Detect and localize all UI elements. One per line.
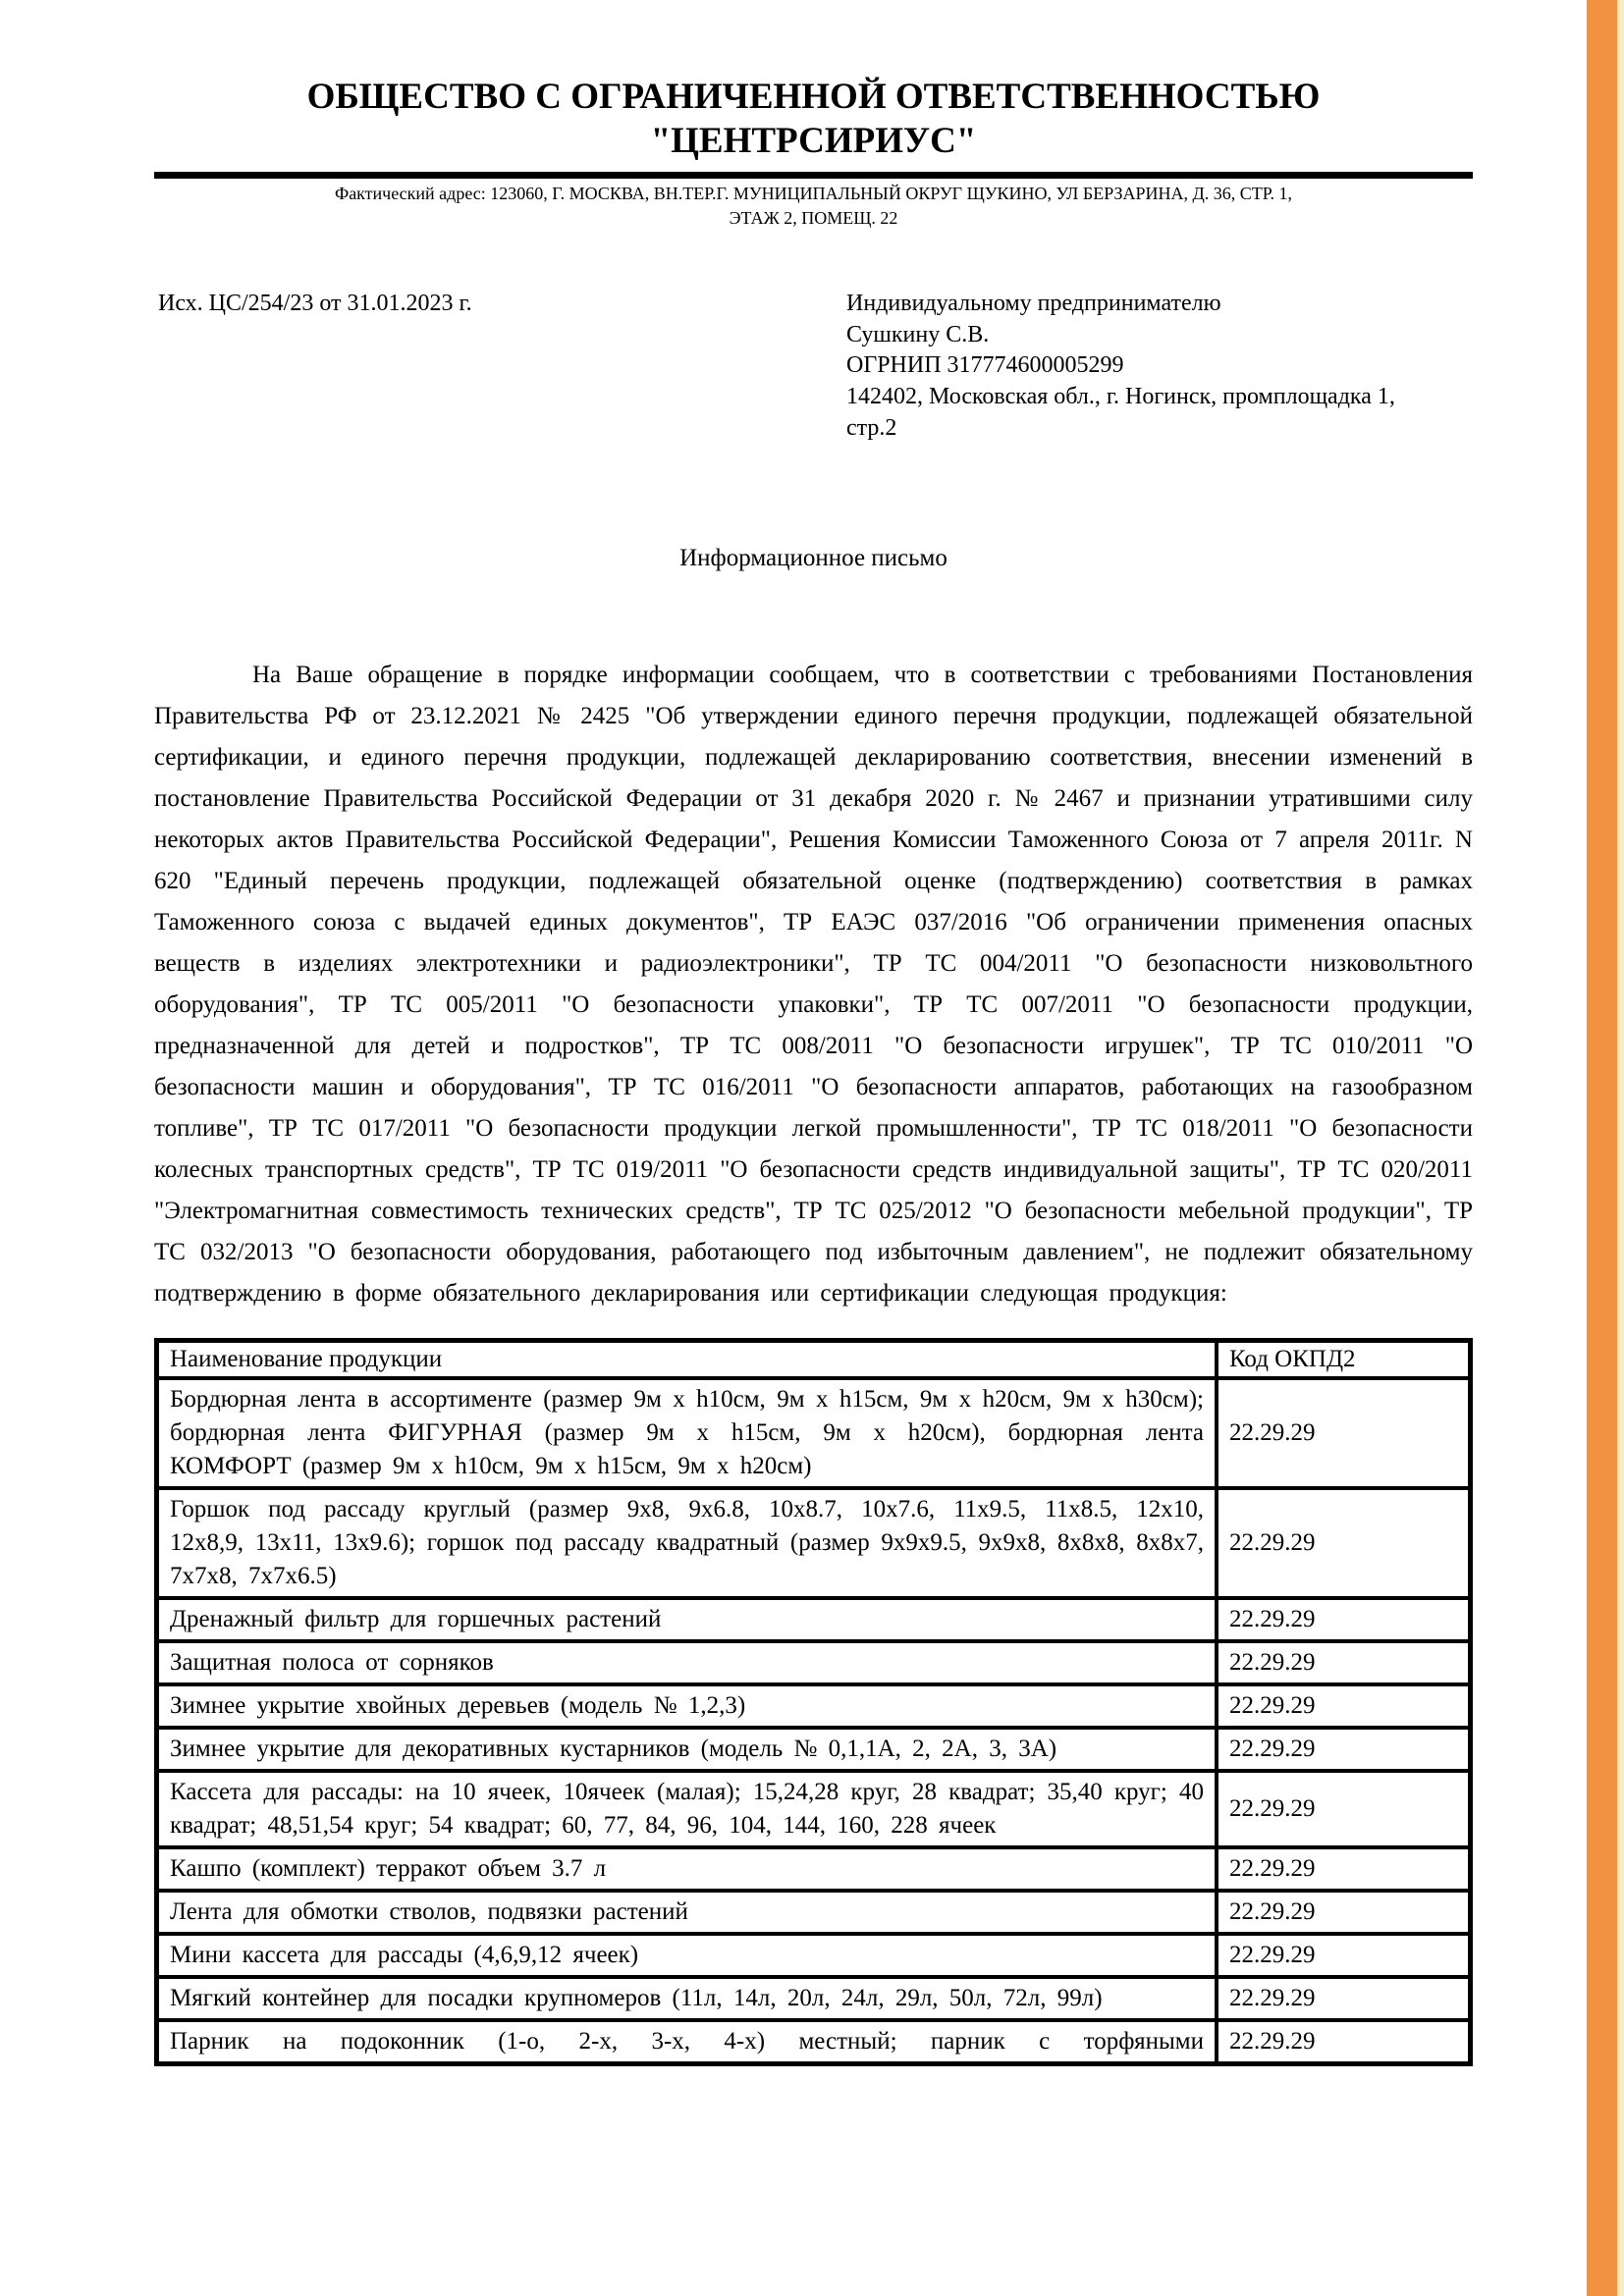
- okpd2-code-cell: 22.29.29: [1217, 1891, 1471, 1934]
- table-row: [157, 1641, 1471, 1684]
- table-row: [157, 1598, 1471, 1641]
- table-header-row: [157, 1340, 1471, 1378]
- table-header-okpd2-code: Код ОКПД2: [1217, 1340, 1471, 1378]
- orange-side-bar: [1587, 0, 1617, 2296]
- recipient-block: [846, 289, 1473, 444]
- recipient-line: ОГРНИП 317774600005299: [846, 352, 1124, 379]
- header-rule: [154, 172, 1473, 179]
- product-name-cell: Горшок под рассаду круглый (размер 9х8, 9х6.8, 10х8.7, 10х7.6, 11х9.5, 11х8.5, 12х10, 12х8,9, 13х11, 13х9.6); горшок под рассаду квадратный (размер 9х9х9.5, 9х9х8, 8х8х8, 8х8х7, 7х7х8, 7х7х6.5): [157, 1488, 1218, 1598]
- letter-title: Информационное письмо: [679, 544, 947, 571]
- company-address-line2: ЭТАЖ 2, ПОМЕЩ. 22: [729, 207, 898, 228]
- recipient-line: Сушкину С.В.: [846, 321, 990, 347]
- product-name-cell: Мини кассета для рассады (4,6,9,12 ячеек): [157, 1934, 1218, 1977]
- letter-meta: [154, 289, 1473, 451]
- product-table-body: [157, 1378, 1471, 2064]
- okpd2-code-cell: 22.29.29: [1217, 1641, 1471, 1684]
- okpd2-code-cell: 22.29.29: [1217, 1598, 1471, 1641]
- recipient-line: Индивидуальному предпринимателю: [846, 290, 1221, 316]
- table-row: [157, 1684, 1471, 1728]
- product-name-cell: Кассета для рассады: на 10 ячеек, 10ячеек (малая); 15,24,28 круг, 28 квадрат; 35,40 круг; 40 квадрат; 48,51,54 круг; 54 квадрат; 60, 77, 84, 96, 104, 144, 160, 228 ячеек: [157, 1771, 1218, 1847]
- product-name-cell: Зимнее укрытие для декоративных кустарников (модель № 0,1,1А, 2, 2А, 3, 3А): [157, 1728, 1218, 1771]
- product-name-cell: Зимнее укрытие хвойных деревьев (модель № 1,2,3): [157, 1684, 1218, 1728]
- company-name-line2: "ЦЕНТРСИРИУС": [650, 121, 977, 162]
- okpd2-code-cell: 22.29.29: [1217, 1728, 1471, 1771]
- product-table: [154, 1338, 1473, 2066]
- okpd2-code-cell: 22.29.29: [1217, 2020, 1471, 2064]
- product-name-cell: Лента для обмотки стволов, подвязки растений: [157, 1891, 1218, 1934]
- okpd2-code-cell: 22.29.29: [1217, 1378, 1471, 1488]
- table-row: [157, 1488, 1471, 1598]
- company-address-line1: Фактический адрес: 123060, Г. МОСКВА, ВН.ТЕР.Г. МУНИЦИПАЛЬНЫЙ ОКРУГ ЩУКИНО, УЛ БЕРЗАРИНА, Д. 36, СТР. 1,: [334, 184, 1293, 204]
- cream-edge-strip: [1617, 0, 1624, 2296]
- table-row: [157, 2020, 1471, 2064]
- company-name: [154, 75, 1473, 163]
- table-row: [157, 1977, 1471, 2020]
- table-row: [157, 1771, 1471, 1847]
- okpd2-code-cell: 22.29.29: [1217, 1771, 1471, 1847]
- letter-content: [154, 0, 1473, 2066]
- product-name-cell: Защитная полоса от сорняков: [157, 1641, 1218, 1684]
- product-name-cell: Кашпо (комплект) терракот объем 3.7 л: [157, 1847, 1218, 1891]
- okpd2-code-cell: 22.29.29: [1217, 1977, 1471, 2020]
- okpd2-code-cell: 22.29.29: [1217, 1934, 1471, 1977]
- letter-body: На Ваше обращение в порядке информации сообщаем, что в соответствии с требованиями Постановления Правительства РФ от 23.12.2021 № 2425 "Об утверждении единого перечня продукции, подлежащей обязательной сертификации, и единого перечня продукции, подлежащей декларированию соответствия, внесении изменений в постановление Правительства Российской Федерации от 31 декабря 2020 г. № 2467 и признании утратившими силу некоторых актов Правительства Российской Федерации", Решения Комиссии Таможенного Союза от 7 апреля 2011г. N 620 "Единый перечень продукции, подлежащей обязательной оценке (подтверждению) соответствия в рамках Таможенного союза с выдачей единых документов", ТР ЕАЭС 037/2016 "Об ограничении применения опасных веществ в изделиях электротехники и радиоэлектроники", ТР ТС 004/2011 "О безопасности низковольтного оборудования", ТР ТС 005/2011 "О безопасности упаковки", ТР ТС 007/2011 "О безопасности продукции, предназначенной для детей и подростков", ТР ТС 008/2011 "О безопасности игрушек", ТР ТС 010/2011 "О безопасности машин и оборудования", ТР ТС 016/2011 "О безопасности аппаратов, работающих на газообразном топливе", ТР ТС 017/2011 "О безопасности продукции легкой промышленности", ТР ТС 018/2011 "О безопасности колесных транспортных средств", ТР ТС 019/2011 "О безопасности средств индивидуальной защиты", ТР ТС 020/2011 "Электромагнитная совместимость технических средств", ТР ТС 025/2012 "О безопасности мебельной продукции", ТР ТС 032/2013 "О безопасности оборудования, работающего под избыточным давлением", не подлежит обязательному подтверждению в форме обязательного декларирования или сертификации следующая продукция:: [154, 661, 1473, 1307]
- okpd2-code-cell: 22.29.29: [1217, 1488, 1471, 1598]
- recipient-line: 142402, Московская обл., г. Ногинск, промплощадка 1,: [846, 383, 1395, 409]
- table-row: [157, 1891, 1471, 1934]
- table-row: [157, 1728, 1471, 1771]
- product-name-cell: Парник на подоконник (1-о, 2-х, 3-х, 4-х) местный; парник с торфяными: [157, 2020, 1218, 2064]
- product-name-cell: Мягкий контейнер для посадки крупномеров (11л, 14л, 20л, 24л, 29л, 50л, 72л, 99л): [157, 1977, 1218, 2020]
- product-name-cell: Дренажный фильтр для горшечных растений: [157, 1598, 1218, 1641]
- product-name-cell: Бордюрная лента в ассортименте (размер 9м х h10см, 9м х h15см, 9м х h20см, 9м х h30см); бордюрная лента ФИГУРНАЯ (размер 9м х h15см, 9м х h20см), бордюрная лента КОМФОРТ (размер 9м х h10см, 9м х h15см, 9м х h20см): [157, 1378, 1218, 1488]
- okpd2-code-cell: 22.29.29: [1217, 1684, 1471, 1728]
- product-table-head: [157, 1340, 1471, 1378]
- company-name-line1: ОБЩЕСТВО С ОГРАНИЧЕННОЙ ОТВЕТСТВЕННОСТЬЮ: [306, 77, 1321, 117]
- recipient-line: стр.2: [846, 414, 897, 441]
- table-row: [157, 1847, 1471, 1891]
- company-address: [154, 182, 1473, 230]
- table-row: [157, 1378, 1471, 1488]
- table-header-product-name: Наименование продукции: [157, 1340, 1218, 1378]
- table-row: [157, 1934, 1471, 1977]
- okpd2-code-cell: 22.29.29: [1217, 1847, 1471, 1891]
- outgoing-reference: Исх. ЦС/254/23 от 31.01.2023 г.: [158, 290, 472, 316]
